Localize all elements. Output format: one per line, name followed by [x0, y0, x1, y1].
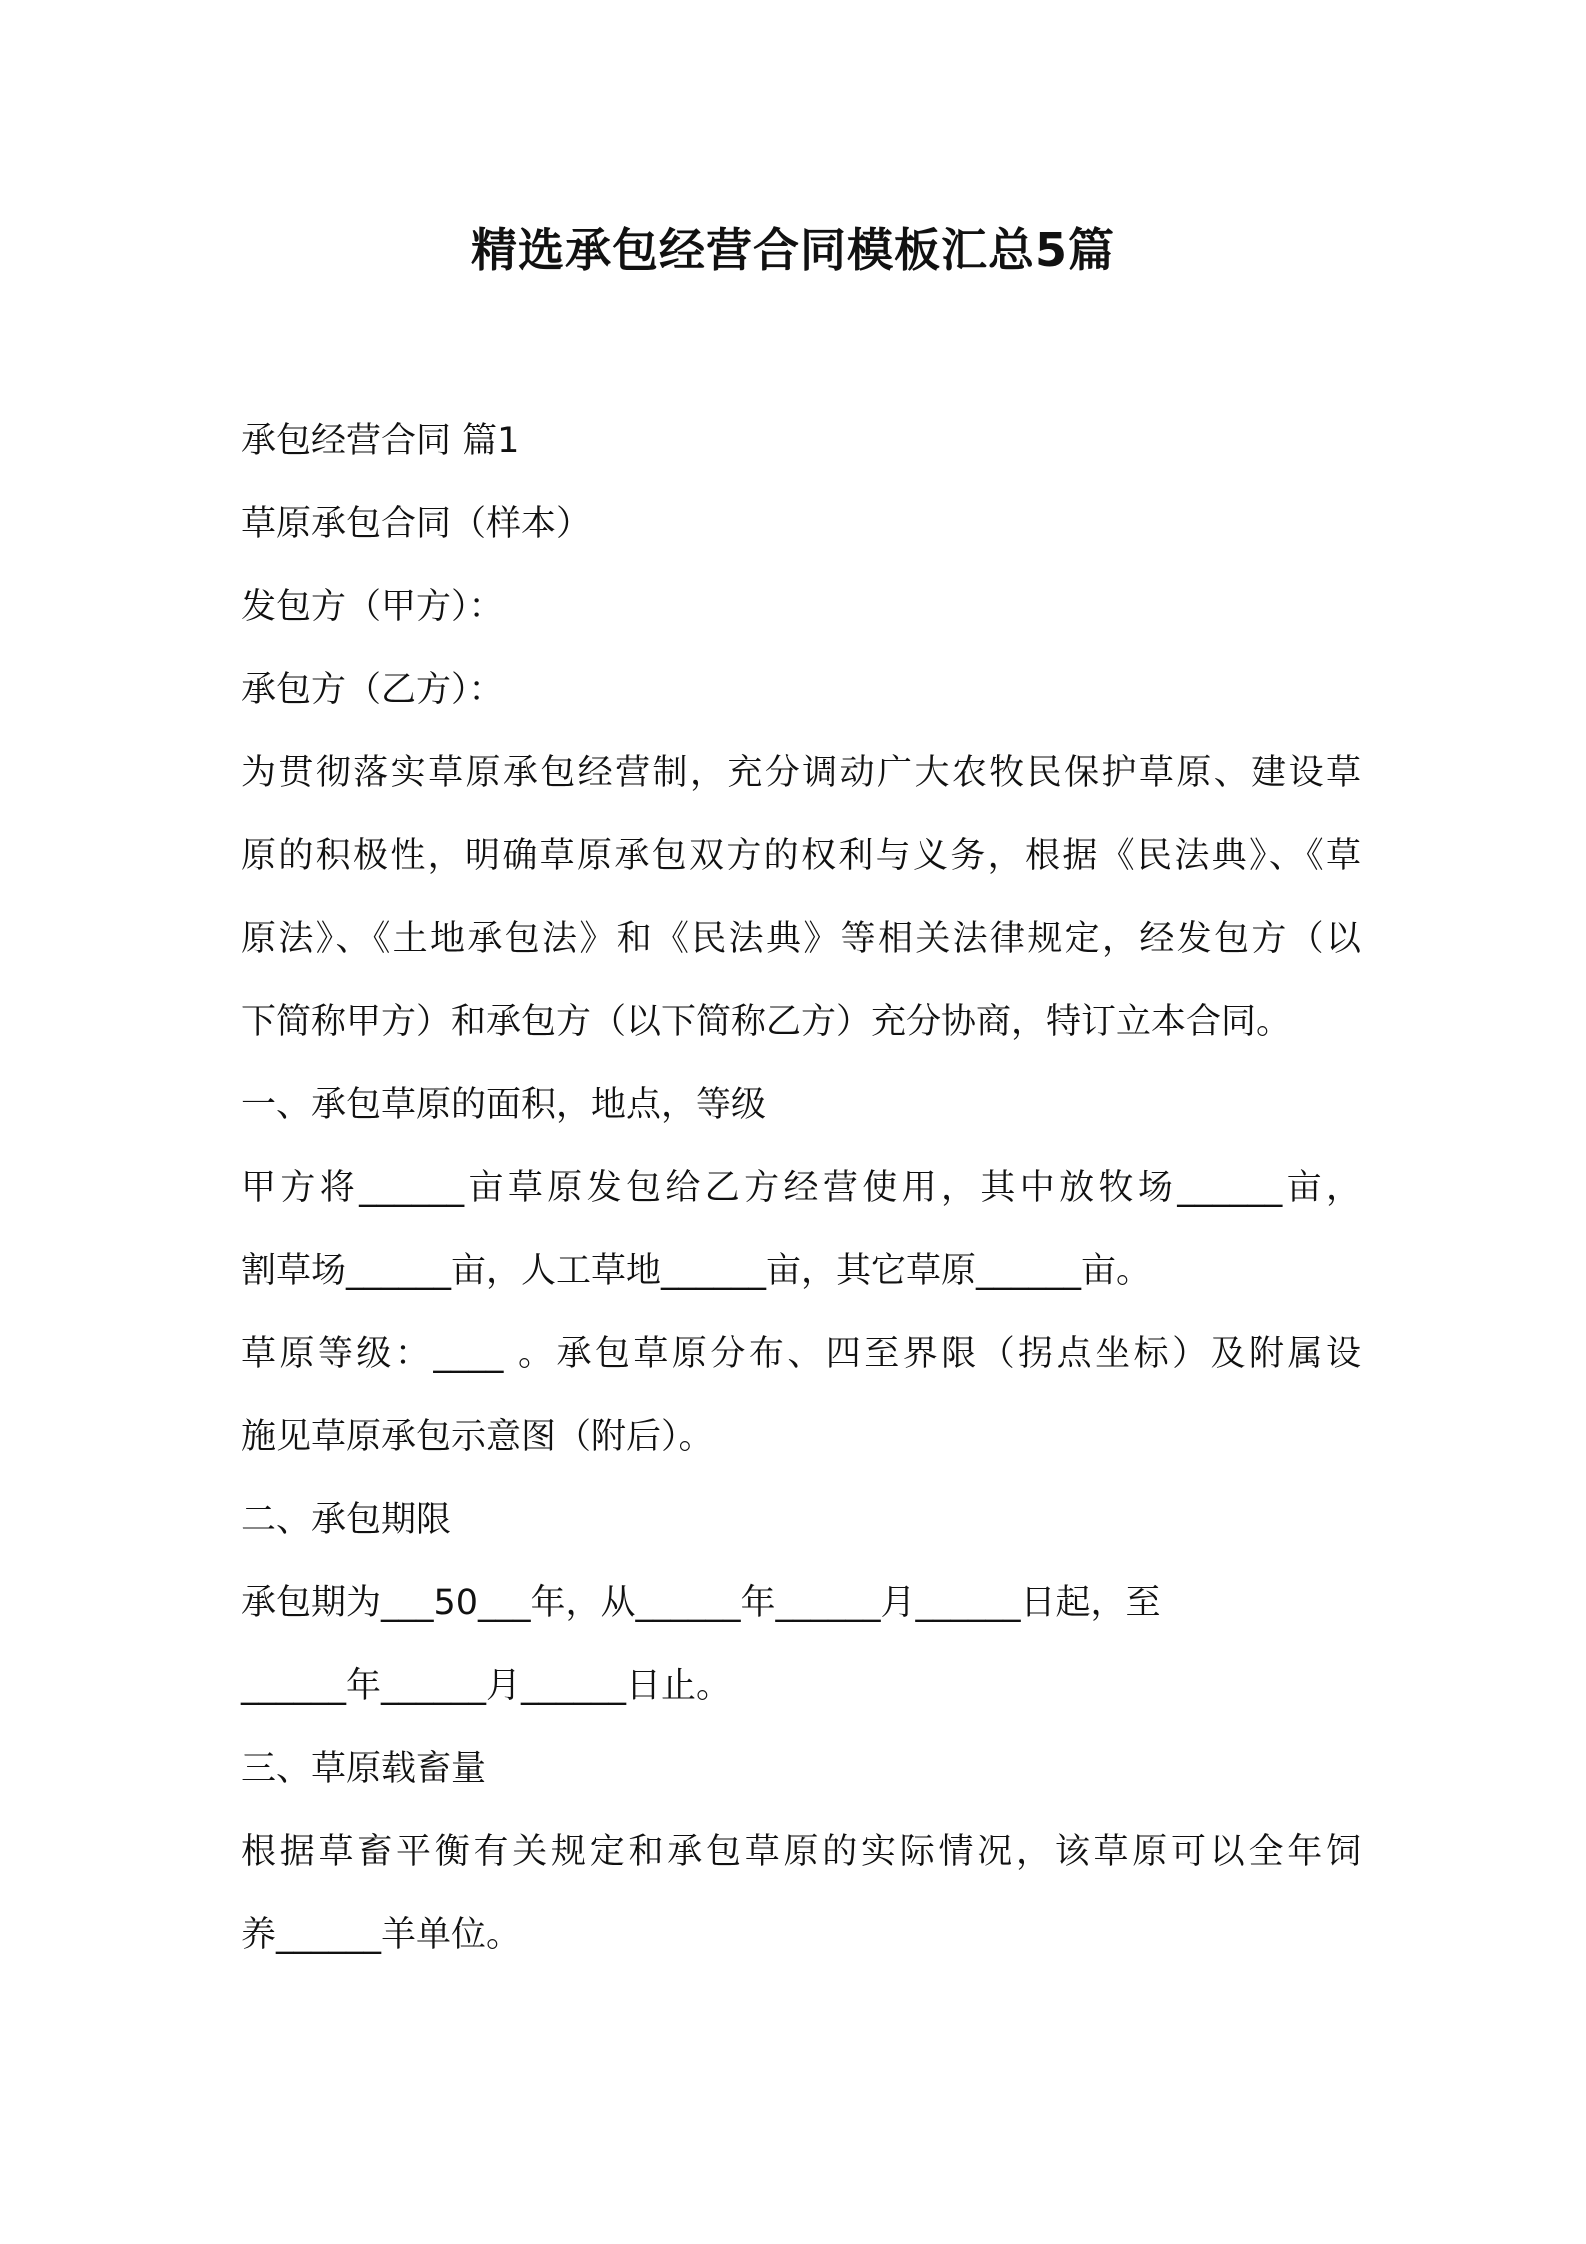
clause-text-line: ______年______月______日止。	[241, 1666, 732, 1706]
clause-text-line: 甲方将______亩草原发包给乙方经营使用，其中放牧场______亩，	[241, 1168, 1361, 1208]
contract-section-heading: 承包经营合同 篇1	[241, 421, 520, 461]
preamble-line: 为贯彻落实草原承包经营制，充分调动广大农牧民保护草原、建设草	[241, 753, 1361, 793]
contract-subtitle: 草原承包合同（样本）	[241, 504, 592, 544]
clause-heading-capacity: 三、草原载畜量	[241, 1749, 487, 1789]
party-b-line: 承包方（乙方）：	[241, 670, 504, 710]
document-title: 精选承包经营合同模板汇总5篇	[470, 223, 1115, 277]
clause-text-line: 割草场______亩，人工草地______亩，其它草原______亩。	[241, 1251, 1152, 1291]
preamble-line: 下简称甲方）和承包方（以下简称乙方）充分协商，特订立本合同。	[241, 1002, 1292, 1042]
clause-text-line: 草原等级：____ 。承包草原分布、四至界限（拐点坐标）及附属设	[241, 1334, 1361, 1374]
clause-text-line: 施见草原承包示意图（附后）。	[241, 1417, 714, 1457]
preamble-line: 原法》、《土地承包法》和《民法典》等相关法律规定，经发包方（以	[241, 919, 1361, 959]
document-body	[241, 400, 1361, 1977]
clause-text-line: 根据草畜平衡有关规定和承包草原的实际情况，该草原可以全年饲	[241, 1832, 1361, 1872]
clause-text-line: 承包期为___50___年，从______年______月______日起，至	[241, 1583, 1161, 1623]
clause-text-line: 养______羊单位。	[241, 1915, 522, 1955]
preamble-line: 原的积极性，明确草原承包双方的权利与义务，根据《民法典》、《草	[241, 836, 1361, 876]
party-a-line: 发包方（甲方）：	[241, 587, 504, 627]
clause-heading-area: 一、承包草原的面积，地点，等级	[241, 1085, 767, 1125]
clause-heading-term: 二、承包期限	[241, 1500, 452, 1540]
